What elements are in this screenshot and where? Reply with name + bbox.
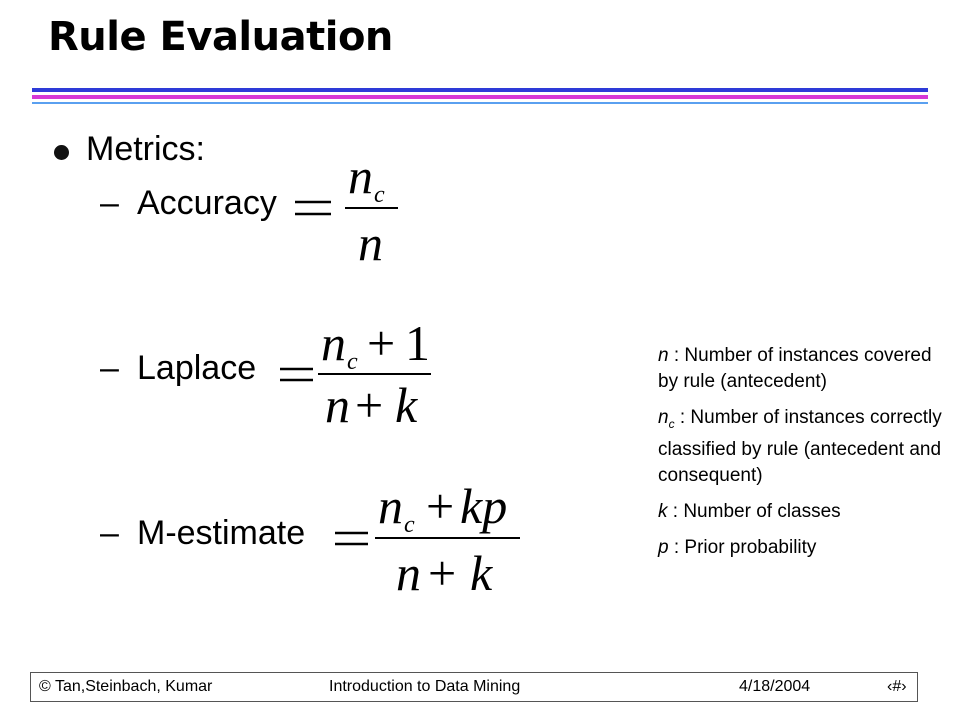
legend-symbol: n xyxy=(658,407,669,428)
metric-mestimate-label: M-estimate xyxy=(137,514,306,552)
svg-text:k: k xyxy=(470,545,493,601)
legend-symbol: k xyxy=(658,500,668,522)
legend-description: : Number of instances covered by rule (antecedent) xyxy=(658,345,932,392)
slide-footer xyxy=(30,672,918,702)
title-underline-magenta xyxy=(32,95,928,99)
svg-text:n: n xyxy=(325,377,350,432)
footer-course: Introduction to Data Mining xyxy=(329,678,521,695)
svg-text:+: + xyxy=(355,377,384,432)
footer-page-number: ‹#› xyxy=(887,678,907,695)
svg-text:+: + xyxy=(428,545,457,601)
svg-text:kp: kp xyxy=(460,478,508,534)
bullet-metrics: Metrics: xyxy=(86,130,205,168)
svg-text:n: n xyxy=(396,545,421,601)
svg-text:c: c xyxy=(347,349,358,375)
svg-text:+: + xyxy=(426,478,455,534)
svg-text:k: k xyxy=(395,377,418,432)
legend-item-k xyxy=(658,499,948,525)
legend-symbol: n xyxy=(658,345,669,366)
dash-icon: – xyxy=(100,184,119,222)
title-underline-blue xyxy=(32,88,928,92)
title-underline-lightblue xyxy=(32,102,928,104)
slide-title: Rule Evaluation xyxy=(48,14,393,60)
metric-laplace-label: Laplace xyxy=(137,349,257,387)
dash-icon: – xyxy=(100,514,119,552)
footer-copyright: © Tan,Steinbach, Kumar xyxy=(39,678,213,695)
legend-description: : Number of classes xyxy=(667,500,841,522)
legend-description: : Number of instances correctly classified by rule (antecedent and consequent) xyxy=(658,407,942,486)
svg-text:1: 1 xyxy=(405,315,430,371)
dash-icon: – xyxy=(100,349,119,387)
laplace-formula xyxy=(275,312,445,437)
footer-date: 4/18/2004 xyxy=(739,678,811,695)
legend-description: : Prior probability xyxy=(668,536,817,558)
legend-symbol: p xyxy=(658,536,669,558)
legend-item-n xyxy=(658,343,948,395)
accuracy-formula xyxy=(290,150,420,275)
bullet-icon xyxy=(54,145,69,160)
legend-subscript: c xyxy=(668,416,675,431)
metric-accuracy-label: Accuracy xyxy=(137,184,277,222)
accuracy-formula-svg xyxy=(290,150,420,270)
laplace-formula-svg xyxy=(275,312,445,432)
svg-text:+: + xyxy=(367,315,396,371)
svg-text:n: n xyxy=(348,150,373,204)
mestimate-formula-svg xyxy=(330,478,530,603)
svg-text:n: n xyxy=(378,478,403,534)
legend-item-p xyxy=(658,535,948,561)
svg-text:n: n xyxy=(358,215,383,270)
mestimate-formula xyxy=(330,478,530,608)
variable-legend xyxy=(658,343,948,571)
svg-text:c: c xyxy=(374,182,385,208)
svg-text:n: n xyxy=(321,315,346,371)
legend-item-nc xyxy=(658,405,948,489)
svg-text:c: c xyxy=(404,512,415,538)
